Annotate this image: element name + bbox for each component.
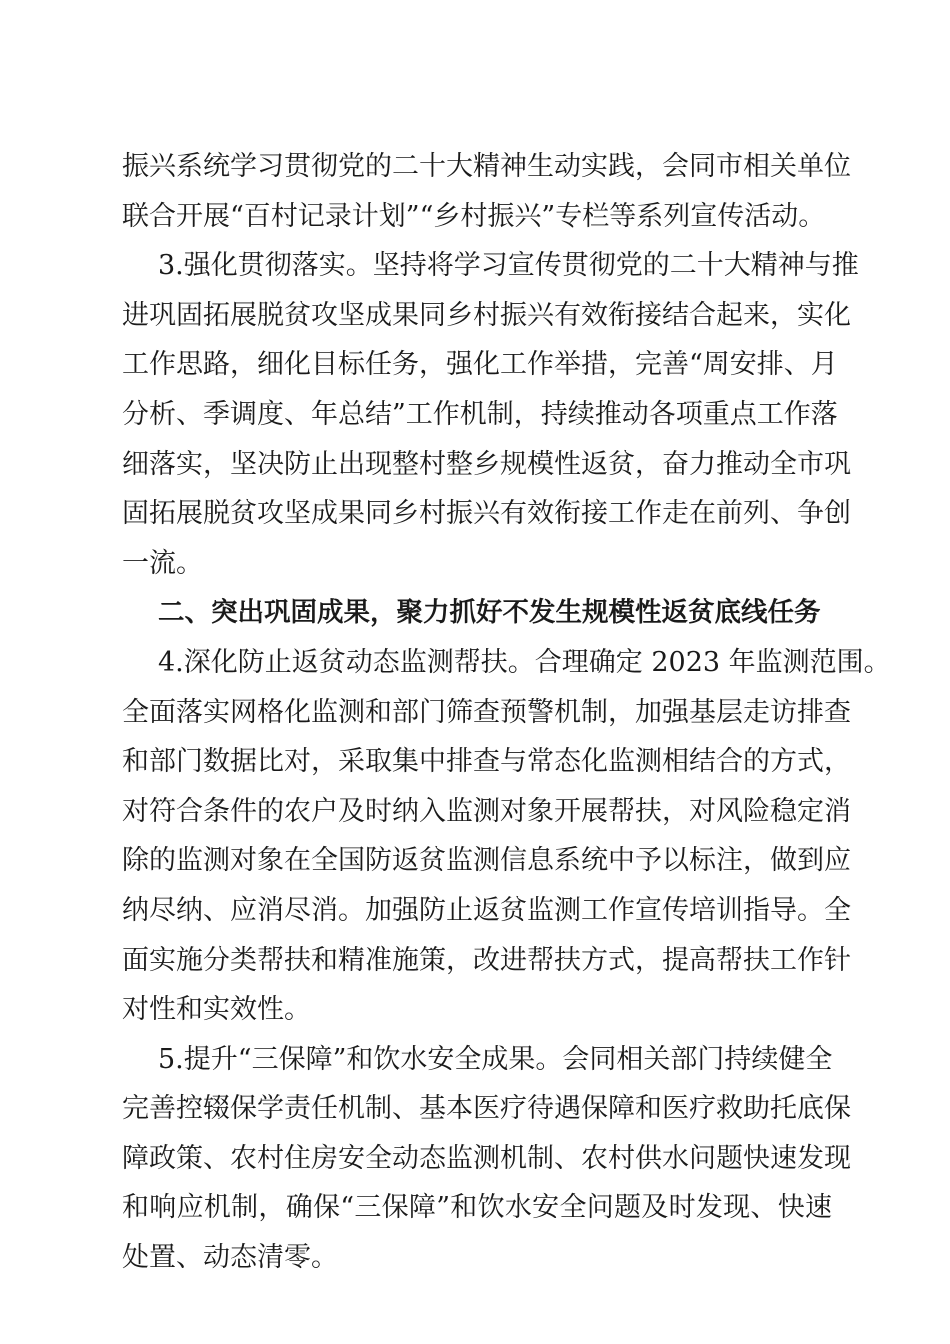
text-line: 全面落实网格化监测和部门筛查预警机制，加强基层走访排查 — [122, 696, 851, 728]
text-line: 分析、季调度、年总结”工作机制，持续推动各项重点工作落 — [122, 398, 838, 430]
text-line: 和响应机制，确保“三保障”和饮水安全问题及时发现、快速 — [122, 1192, 832, 1224]
text-line: 细落实，坚决防止出现整村整乡规模性返贫，奋力推动全市巩 — [122, 448, 851, 480]
paragraph-item-3 — [122, 241, 859, 588]
text-line: 5.提升“三保障”和饮水安全成果。会同相关部门持续健全 — [158, 1043, 833, 1075]
text-line: 对性和实效性。 — [122, 994, 311, 1026]
paragraph-item-5 — [122, 1035, 851, 1283]
text-line: 4.深化防止返贫动态监测帮扶。合理确定 2023 年监测范围。 — [158, 646, 891, 678]
text-line: 进巩固拓展脱贫攻坚成果同乡村振兴有效衔接结合起来，实化 — [122, 299, 851, 331]
text-line: 对符合条件的农户及时纳入监测对象开展帮扶，对风险稳定消 — [122, 795, 851, 827]
text-line: 工作思路，细化目标任务，强化工作举措，完善“周安排、月 — [122, 349, 838, 381]
section-heading-2 — [122, 588, 832, 638]
paragraph-item-4 — [122, 638, 891, 1035]
text-line: 3.强化贯彻落实。坚持将学习宣传贯彻党的二十大精神与推 — [158, 250, 859, 282]
text-line: 障政策、农村住房安全动态监测机制、农村供水问题快速发现 — [122, 1142, 851, 1174]
section-heading-text: 二、突出巩固成果，聚力抓好不发生规模性返贫底线任务 — [158, 597, 821, 629]
paragraph-intro-continuation — [122, 142, 851, 241]
text-line: 固拓展脱贫攻坚成果同乡村振兴有效衔接工作走在前列、争创 — [122, 498, 851, 530]
text-line: 和部门数据比对，采取集中排查与常态化监测相结合的方式， — [122, 746, 851, 778]
text-line: 纳尽纳、应消尽消。加强防止返贫监测工作宣传培训指导。全 — [122, 894, 851, 926]
document-page — [122, 142, 891, 1283]
text-line: 面实施分类帮扶和精准施策，改进帮扶方式，提高帮扶工作针 — [122, 944, 851, 976]
text-line: 一流。 — [122, 547, 203, 579]
text-line: 联合开展“百村记录计划”“乡村振兴”专栏等系列宣传活动。 — [122, 200, 826, 232]
text-line: 完善控辍保学责任机制、基本医疗待遇保障和医疗救助托底保 — [122, 1093, 851, 1125]
text-line: 除的监测对象在全国防返贫监测信息系统中予以标注，做到应 — [122, 845, 851, 877]
text-line: 处置、动态清零。 — [122, 1242, 338, 1274]
text-line: 振兴系统学习贯彻党的二十大精神生动实践，会同市相关单位 — [122, 151, 851, 182]
